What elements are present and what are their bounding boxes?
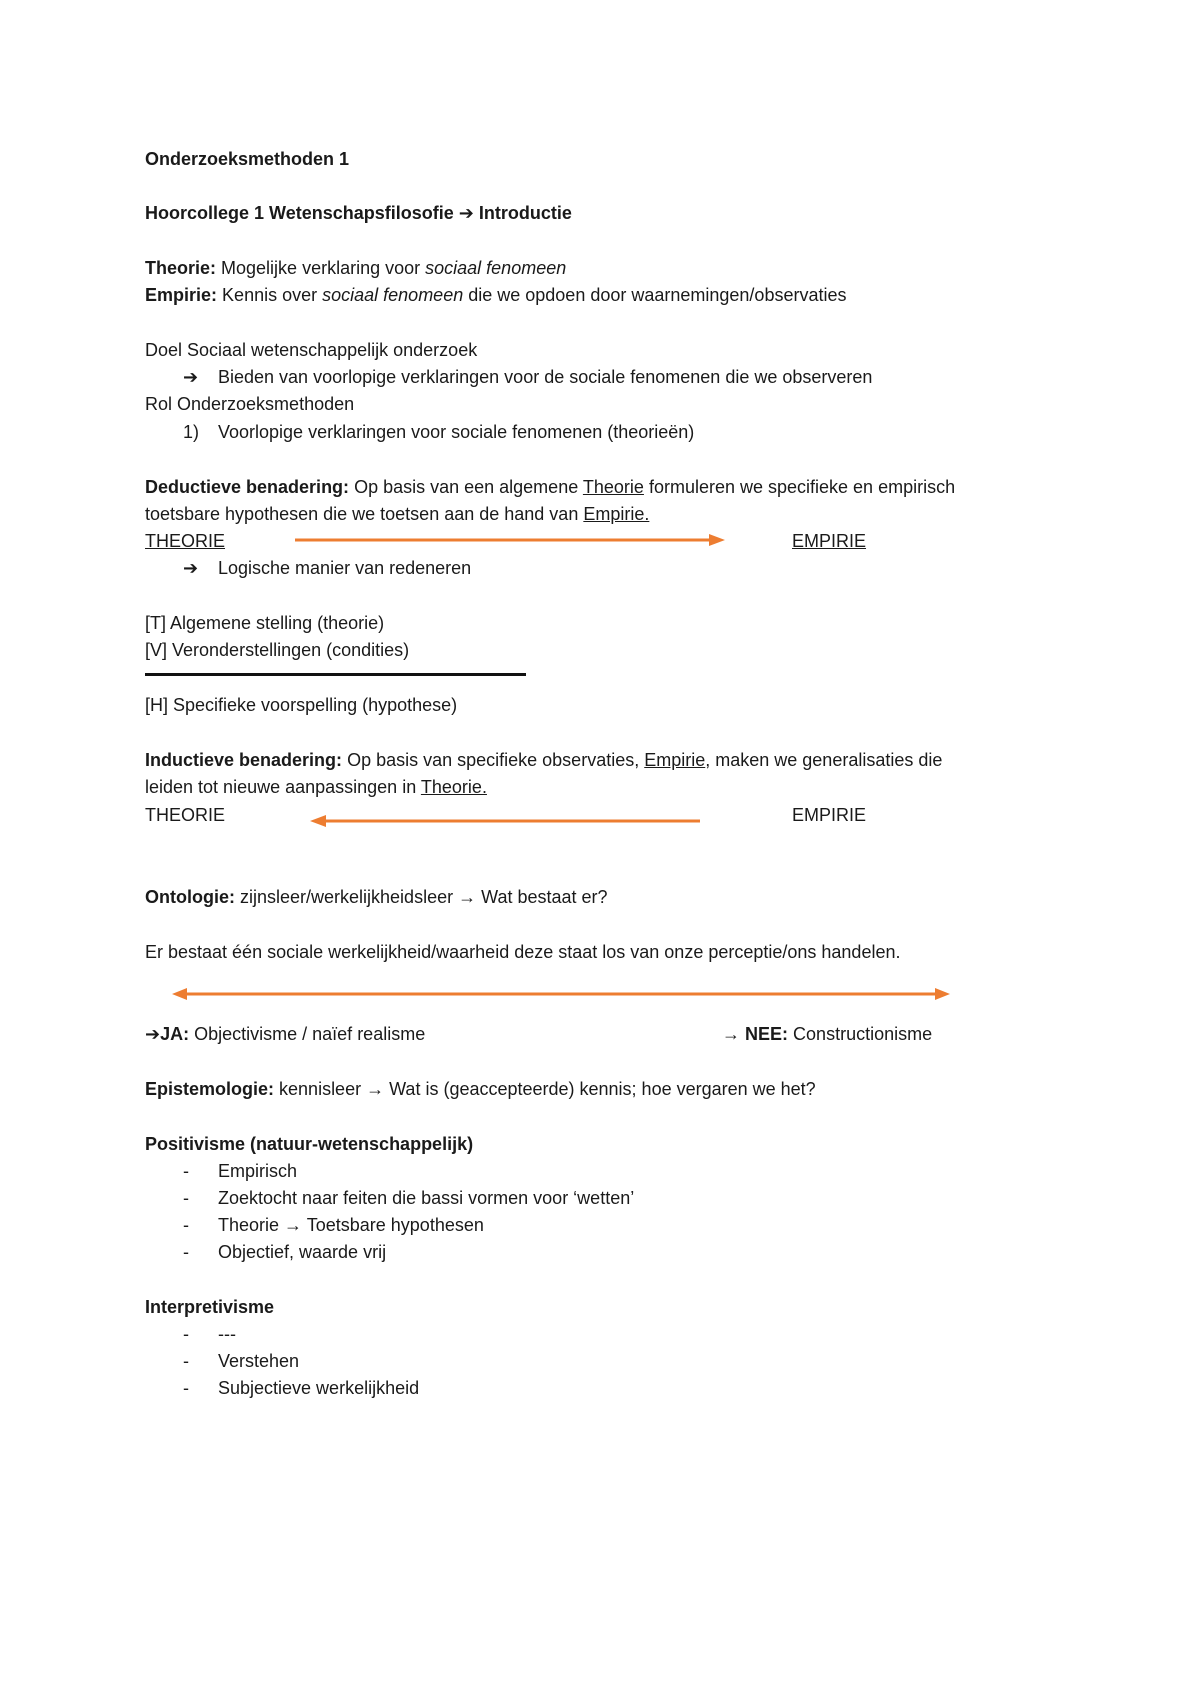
- positivisme-item-3-text: Toetsbare hypothesen: [306, 1215, 484, 1235]
- syllogism-hypothese: [H] Specifieke voorspelling (hypothese): [145, 695, 458, 715]
- deductief-paragraph-line2: [145, 502, 649, 526]
- inductief-paragraph-line2: [145, 775, 487, 799]
- rol-number: 1): [183, 422, 200, 442]
- positivisme-arrow-icon: →: [284, 1215, 303, 1235]
- bullet-dash: -: [183, 1324, 189, 1344]
- doel-item: Bieden van voorlopige verklaringen voor de sociale fenomenen die we observeren: [218, 367, 873, 387]
- deductief-note: Logische manier van redeneren: [218, 558, 472, 578]
- positivisme-item-2: Zoektocht naar feiten die bassi vormen voor ‘wetten’: [218, 1188, 635, 1208]
- theorie-label: Theorie:: [145, 258, 217, 278]
- lecture-prefix: Hoorcollege 1 Wetenschapsfilosofie: [145, 203, 454, 223]
- positivisme-item-1: Empirisch: [218, 1161, 298, 1181]
- rol-heading: Rol Onderzoeksmethoden: [145, 394, 355, 414]
- nee-text: Constructionisme: [793, 1024, 933, 1044]
- interpretivisme-heading: Interpretivisme: [145, 1297, 275, 1317]
- lecture-suffix: Introductie: [478, 203, 572, 223]
- empirie-italic: sociaal fenomeen: [322, 285, 464, 305]
- deductief-text-2: formuleren we specifieke en empirisch: [648, 477, 956, 497]
- nee-arrow-icon: →: [722, 1024, 740, 1044]
- inductief-text-2: , maken we generalisaties die: [705, 750, 943, 770]
- bullet-dash: -: [183, 1161, 189, 1181]
- arrow-right-icon: ➔: [458, 203, 474, 223]
- deductief-paragraph-line1: [145, 475, 955, 499]
- inductief-label: Inductieve benadering:: [145, 750, 343, 770]
- inductief-text-1: Op basis van specifieke observaties,: [347, 750, 640, 770]
- inductief-paragraph-line1: [145, 748, 942, 772]
- deductief-text-1: Op basis van een algemene: [354, 477, 579, 497]
- ja-arrow-icon: ➔: [145, 1024, 161, 1044]
- deductief-left-label: THEORIE: [145, 531, 226, 551]
- deductief-theorie-term: Theorie: [582, 477, 644, 497]
- nee-option: [722, 1022, 932, 1046]
- empirie-definition: [145, 283, 846, 307]
- deductief-note-arrow-icon: ➔: [183, 558, 199, 578]
- deductief-label: Deductieve benadering:: [145, 477, 350, 497]
- theorie-italic: sociaal fenomeen: [425, 258, 567, 278]
- doel-heading: Doel Sociaal wetenschappelijk onderzoek: [145, 340, 478, 360]
- inductief-text-3: leiden tot nieuwe aanpassingen in: [145, 777, 417, 797]
- deductief-right-label: EMPIRIE: [792, 531, 867, 551]
- bullet-dash: -: [183, 1378, 189, 1398]
- bullet-dash: -: [183, 1188, 189, 1208]
- ontologie-arrow-icon: →: [458, 887, 477, 907]
- ja-label: JA:: [160, 1024, 190, 1044]
- deductief-text-3: toetsbare hypothesen die we toetsen aan de hand van: [145, 504, 579, 524]
- positivisme-heading: Positivisme (natuur-wetenschappelijk): [145, 1134, 474, 1154]
- deductief-arrow-right: [295, 532, 727, 548]
- inductief-theorie-term: Theorie.: [420, 777, 487, 797]
- document-title: Onderzoeksmethoden 1: [145, 149, 350, 169]
- interpretivisme-item-1: ---: [218, 1324, 236, 1344]
- theorie-text: Mogelijke verklaring voor: [221, 258, 421, 278]
- interpretivisme-item-3: Subjectieve werkelijkheid: [218, 1378, 420, 1398]
- ontologie-double-arrow: [172, 986, 952, 1002]
- inductief-left-label: THEORIE: [145, 805, 226, 825]
- positivisme-item-4: Objectief, waarde vrij: [218, 1242, 387, 1262]
- inductief-arrow-left: [310, 813, 700, 829]
- epistemologie-label: Epistemologie:: [145, 1079, 275, 1099]
- rol-item: Voorlopige verklaringen voor sociale fenomenen (theorieën): [218, 422, 695, 442]
- ontologie-text: zijnsleer/werkelijkheidsleer: [240, 887, 454, 907]
- epistemologie-text: kennisleer: [279, 1079, 362, 1099]
- inductief-right-label: EMPIRIE: [792, 805, 867, 825]
- theorie-definition: [145, 256, 566, 280]
- syllogism-veronderstellingen: [V] Veronderstellingen (condities): [145, 640, 410, 660]
- ontologie-question: Wat bestaat er?: [481, 887, 608, 907]
- ja-option: [145, 1022, 425, 1046]
- empirie-text: Kennis over: [222, 285, 318, 305]
- bullet-dash: -: [183, 1215, 189, 1235]
- positivisme-item-3-prefix: Theorie: [218, 1215, 280, 1235]
- nee-label: NEE:: [745, 1024, 789, 1044]
- inductief-empirie-term: Empirie: [644, 750, 706, 770]
- epistemologie-line: [145, 1077, 816, 1101]
- interpretivisme-item-2: Verstehen: [218, 1351, 300, 1371]
- ontologie-label: Ontologie:: [145, 887, 235, 907]
- positivisme-item-3: [218, 1213, 484, 1237]
- bullet-dash: -: [183, 1351, 189, 1371]
- doel-arrow-icon: ➔: [183, 367, 199, 387]
- ontologie-line: [145, 885, 608, 909]
- syllogism-theorie: [T] Algemene stelling (theorie): [145, 613, 385, 633]
- empirie-text-2: die we opdoen door waarnemingen/observaties: [468, 285, 847, 305]
- bullet-dash: -: [183, 1242, 189, 1262]
- epistemologie-question: Wat is (geaccepteerde) kennis; hoe vergaren we het?: [389, 1079, 816, 1099]
- empirie-label: Empirie:: [145, 285, 218, 305]
- ja-text: Objectivisme / naïef realisme: [194, 1024, 426, 1044]
- lecture-heading: [145, 201, 572, 225]
- syllogism-divider: [145, 673, 526, 676]
- epistemologie-arrow-icon: →: [366, 1079, 385, 1099]
- deductief-empirie-term: Empirie.: [583, 504, 650, 524]
- ontologie-stelling: Er bestaat één sociale werkelijkheid/waarheid deze staat los van onze perceptie/ons handelen.: [145, 942, 901, 962]
